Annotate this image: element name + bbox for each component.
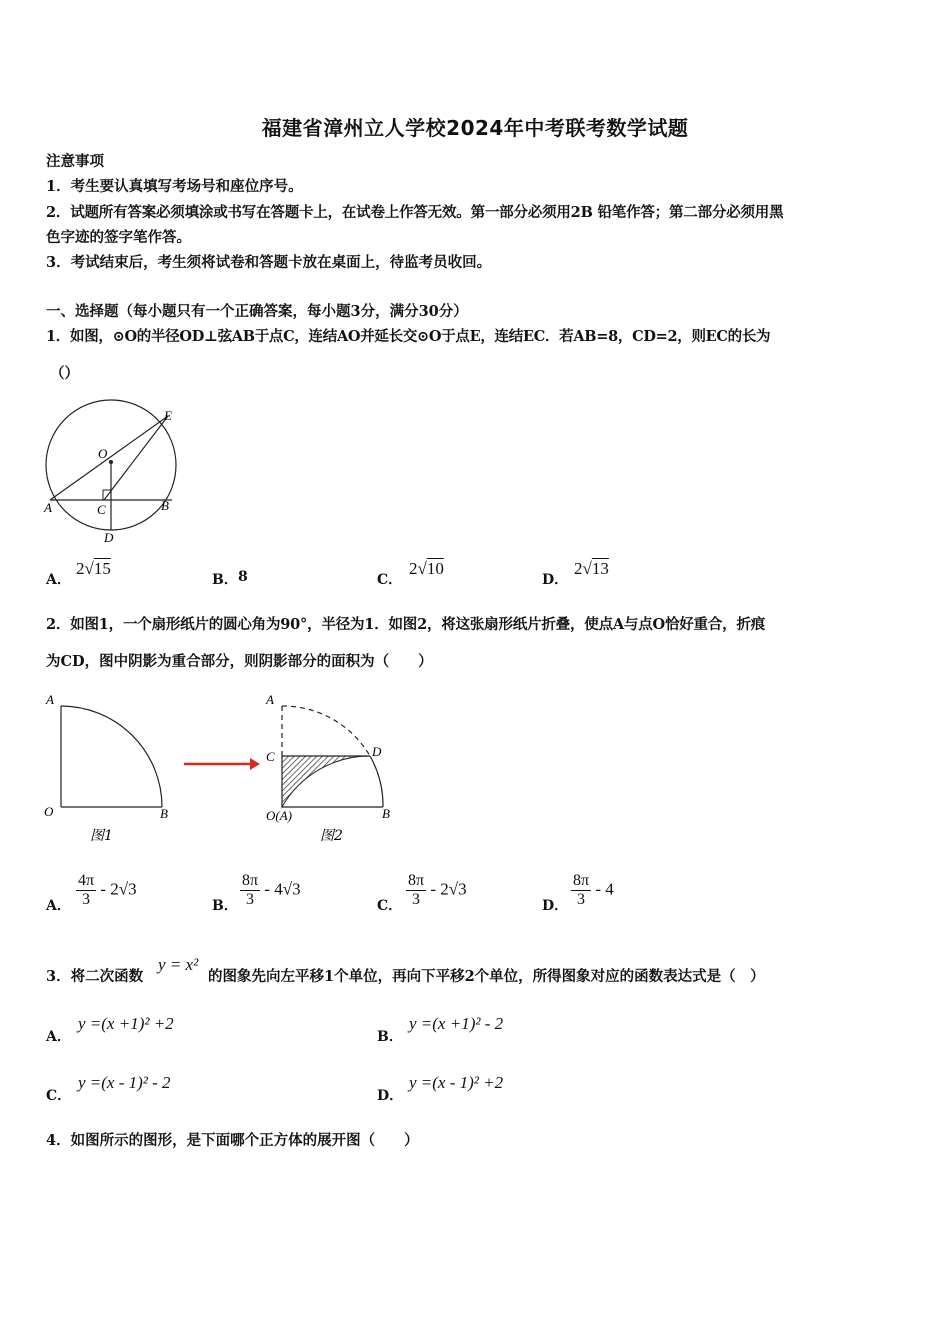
q3-stem-pre: 3．将二次函数 bbox=[46, 968, 144, 985]
fig1-label-b: B bbox=[160, 806, 168, 821]
q2-option-d-letter: D． bbox=[542, 898, 569, 914]
notice-heading: 注意事项 bbox=[46, 153, 104, 170]
q2-option-a: $\frac{4\pi}{3}$ - 2√3 bbox=[78, 872, 137, 908]
q3-option-a: y =(x +1)² +2 bbox=[78, 1014, 174, 1033]
fig2-caption: 图2 bbox=[320, 828, 343, 844]
q2-figure-1 bbox=[40, 688, 200, 848]
q2-option-c-letter: C． bbox=[377, 898, 403, 914]
q3-option-b: y =(x +1)² - 2 bbox=[409, 1014, 504, 1033]
q3-option-d-letter: D． bbox=[377, 1088, 404, 1104]
fig1-caption: 图1 bbox=[90, 828, 113, 844]
q1-option-c-letter: C． bbox=[377, 572, 403, 588]
q3-option-c-letter: C． bbox=[46, 1088, 72, 1104]
fig2-label-a: A bbox=[266, 692, 274, 707]
q1-option-a: 2√15 bbox=[76, 559, 111, 578]
folded-arc-dashed bbox=[282, 706, 370, 756]
arrow-right-icon bbox=[180, 752, 265, 776]
q2-figure-2 bbox=[260, 688, 410, 848]
q1-option-c: 2√10 bbox=[409, 559, 444, 578]
q3-stem-post: 的图象先向左平移1个单位，再向下平移2个单位，所得图象对应的函数表达式是（ ） bbox=[208, 968, 765, 985]
fig2-label-d: D bbox=[372, 744, 382, 759]
sector-arc bbox=[61, 706, 162, 807]
q1-circle-figure bbox=[40, 390, 190, 550]
fig1-label-a: A bbox=[46, 692, 54, 707]
page-title: 福建省漳州立人学校2024年中考联考数学试题 bbox=[261, 116, 689, 140]
notice-item-2: 2．试题所有答案必须填涂或书写在答题卡上，在试卷上作答无效。第一部分必须用2B 铅笔作答；第二部分必须用黑 bbox=[46, 204, 784, 221]
q1-option-b-letter: B． bbox=[212, 572, 238, 588]
q3-option-a-letter: A． bbox=[46, 1029, 71, 1045]
fig2-label-oa: O(A) bbox=[266, 808, 292, 823]
label-c: C bbox=[97, 502, 106, 517]
q2-option-d: $\frac{8\pi}{3}$ - 4 bbox=[573, 872, 614, 908]
notice-item-2-cont: 色字迹的签字笔作答。 bbox=[46, 229, 191, 246]
fig2-label-c: C bbox=[266, 749, 275, 764]
q2-stem-cont: 为CD，图中阴影为重合部分，则阴影部分的面积为（ ） bbox=[46, 653, 433, 670]
line-ae bbox=[50, 416, 168, 500]
q1-option-d-letter: D． bbox=[542, 572, 569, 588]
q2-option-c: $\frac{8\pi}{3}$ - 2√3 bbox=[408, 872, 467, 908]
q1-option-a-letter: A． bbox=[46, 572, 71, 588]
q3-function: y = x² bbox=[158, 955, 199, 974]
q3-option-d: y =(x - 1)² +2 bbox=[409, 1073, 504, 1092]
q2-option-b-letter: B． bbox=[212, 898, 238, 914]
q2-stem: 2．如图1，一个扇形纸片的圆心角为90°，半径为1．如图2，将这张扇形纸片折叠，使点A与点O恰好重合，折痕 bbox=[46, 616, 766, 633]
q4-stem: 4．如图所示的图形，是下面哪个正方体的展开图（ ） bbox=[46, 1132, 419, 1149]
label-b: B bbox=[161, 498, 169, 513]
center-point bbox=[109, 460, 113, 464]
q1-option-b: 8 bbox=[238, 569, 248, 585]
label-a: A bbox=[44, 500, 52, 515]
q3-option-b-letter: B． bbox=[377, 1029, 403, 1045]
line-ec bbox=[104, 416, 168, 500]
label-d: D bbox=[104, 530, 114, 545]
q1-stem-cont: （） bbox=[50, 365, 79, 382]
q2-option-b: $\frac{8\pi}{3}$ - 4√3 bbox=[242, 872, 301, 908]
notice-item-3: 3．考试结束后，考生须将试卷和答题卡放在桌面上，待监考员收回。 bbox=[46, 254, 492, 271]
notice-item-1: 1．考生要认真填写考场号和座位序号。 bbox=[46, 178, 303, 195]
q1-stem: 1．如图，⊙O的半径OD⊥弦AB于点C，连结AO并延长交⊙O于点E，连结EC．若AB=8，CD=2，则EC的长为 bbox=[46, 328, 771, 345]
fig2-label-b: B bbox=[382, 806, 390, 821]
shaded-region bbox=[282, 756, 370, 807]
q3-option-c: y =(x - 1)² - 2 bbox=[78, 1073, 171, 1092]
remaining-arc bbox=[370, 756, 383, 807]
q2-option-a-letter: A． bbox=[46, 898, 71, 914]
label-e: E bbox=[164, 408, 172, 423]
label-o: O bbox=[98, 446, 108, 461]
fig1-label-o: O bbox=[44, 804, 54, 819]
section-heading: 一、选择题（每小题只有一个正确答案，每小题3分，满分30分） bbox=[46, 303, 468, 320]
q1-option-d: 2√13 bbox=[574, 559, 609, 578]
